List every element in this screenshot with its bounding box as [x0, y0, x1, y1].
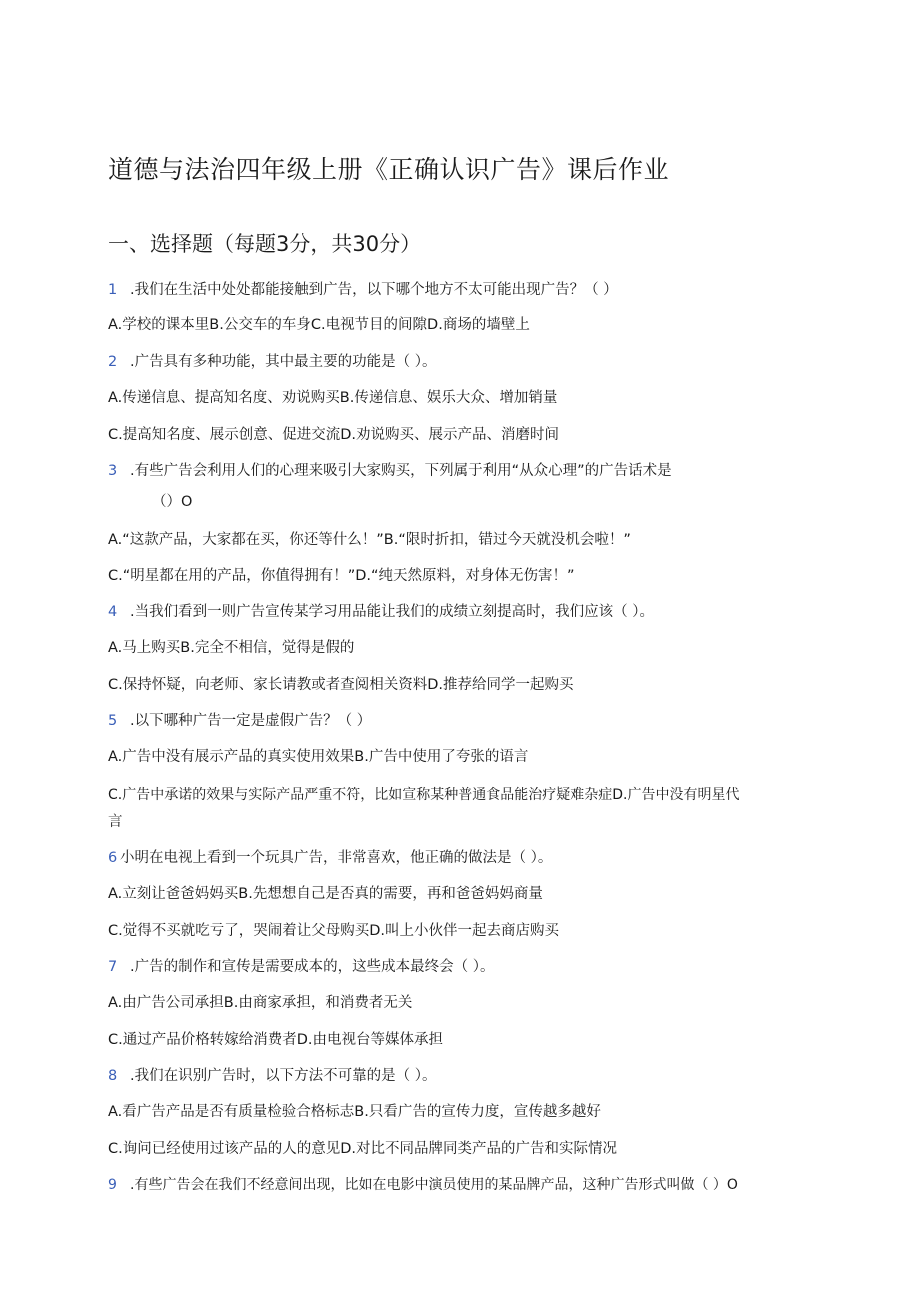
question-1-options: A.学校的课本里B.公交车的车身C.电视节目的间隙D.商场的墙壁上 — [108, 317, 530, 333]
question-7-options-2: C.通过产品价格转嫁给消费者D.由电视台等媒体承担 — [108, 1032, 444, 1048]
question-text: .广告的制作和宣传是需要成本的，这些成本最终会（ ）。 — [130, 959, 495, 975]
question-2-options-1: A.传递信息、提高知名度、劝说购买B.传递信息、娱乐大众、增加销量 — [108, 390, 558, 406]
question-number: 2 — [108, 354, 118, 370]
question-7-options-1: A.由广告公司承担B.由商家承担，和消费者无关 — [108, 995, 413, 1011]
question-7 — [108, 957, 494, 977]
question-number: 3 — [108, 463, 118, 479]
question-text: .有些广告会在我们不经意间出现，比如在电影中演员使用的某品牌产品，这种广告形式叫做（ ）O — [130, 1177, 738, 1193]
question-number: 7 — [108, 959, 118, 975]
question-text: .有些广告会利用人们的心理来吸引大家购买，下列属于利用“从众心理”的广告话术是 — [130, 463, 672, 479]
question-5-options-2: C.广告中承诺的效果与实际产品严重不符，比如宣称某种普通食品能治疗疑难杂症D.广告中没有明星代 — [108, 787, 740, 803]
section-heading: 一、选择题（每题3分，共30分） — [108, 232, 422, 256]
question-2-options-2: C.提高知名度、展示创意、促进交流D.劝说购买、展示产品、消磨时间 — [108, 427, 560, 443]
question-number: 9 — [108, 1177, 117, 1193]
question-8-options-1: A.看广告产品是否有质量检验合格标志B.只看广告的宣传力度，宣传越多越好 — [108, 1104, 601, 1120]
question-text: .以下哪种广告一定是虚假广告？（ ） — [130, 713, 372, 729]
question-number: 4 — [108, 604, 118, 620]
question-text: 小明在电视上看到一个玩具广告，非常喜欢，他正确的做法是（ ）。 — [120, 850, 553, 866]
question-3-options-1: A.“这款产品，大家都在买，你还等什么！”B.“限时折扣，错过今天就没机会啦！” — [108, 532, 631, 548]
question-number: 6 — [108, 850, 118, 866]
question-text: .当我们看到一则广告宣传某学习用品能让我们的成绩立刻提高时，我们应该（ ）。 — [130, 604, 654, 620]
question-4-options-2: C.保持怀疑，向老师、家长请教或者查阅相关资料D.推荐给同学一起购买 — [108, 677, 574, 693]
question-number: 5 — [108, 713, 118, 729]
question-3-continuation: （）O — [152, 494, 193, 510]
question-6-options-2: C.觉得不买就吃亏了，哭闹着让父母购买D.叫上小伙伴一起去商店购买 — [108, 923, 560, 939]
question-3-options-2: C.“明星都在用的产品，你值得拥有！”D.“纯天然原料，对身体无伤害！” — [108, 568, 575, 584]
page-title: 道德与法治四年级上册《正确认识广告》课后作业 — [108, 155, 670, 184]
question-4 — [108, 602, 654, 622]
question-6-options-1: A.立刻让爸爸妈妈买B.先想想自己是否真的需要，再和爸爸妈妈商量 — [108, 886, 543, 902]
question-text: .广告具有多种功能，其中最主要的功能是（ ）。 — [130, 354, 437, 370]
question-9 — [108, 1175, 738, 1195]
question-8-options-2: C.询问已经使用过该产品的人的意见D.对比不同品牌同类产品的广告和实际情况 — [108, 1141, 618, 1157]
question-number: 8 — [108, 1068, 118, 1084]
question-text: .我们在生活中处处都能接触到广告，以下哪个地方不太可能出现广告？（ ） — [130, 282, 618, 298]
question-5-options-3: 言 — [108, 814, 123, 830]
question-1 — [108, 280, 618, 300]
question-4-options-1: A.马上购买B.完全不相信，觉得是假的 — [108, 640, 355, 656]
question-6 — [108, 848, 552, 868]
question-text: .我们在识别广告时，以下方法不可靠的是（ ）。 — [130, 1068, 437, 1084]
question-5 — [108, 711, 371, 731]
question-2 — [108, 352, 436, 372]
question-5-options-1: A.广告中没有展示产品的真实使用效果B.广告中使用了夸张的语言 — [108, 749, 529, 765]
question-3 — [108, 461, 672, 481]
question-number: 1 — [108, 282, 118, 298]
question-8 — [108, 1066, 436, 1086]
